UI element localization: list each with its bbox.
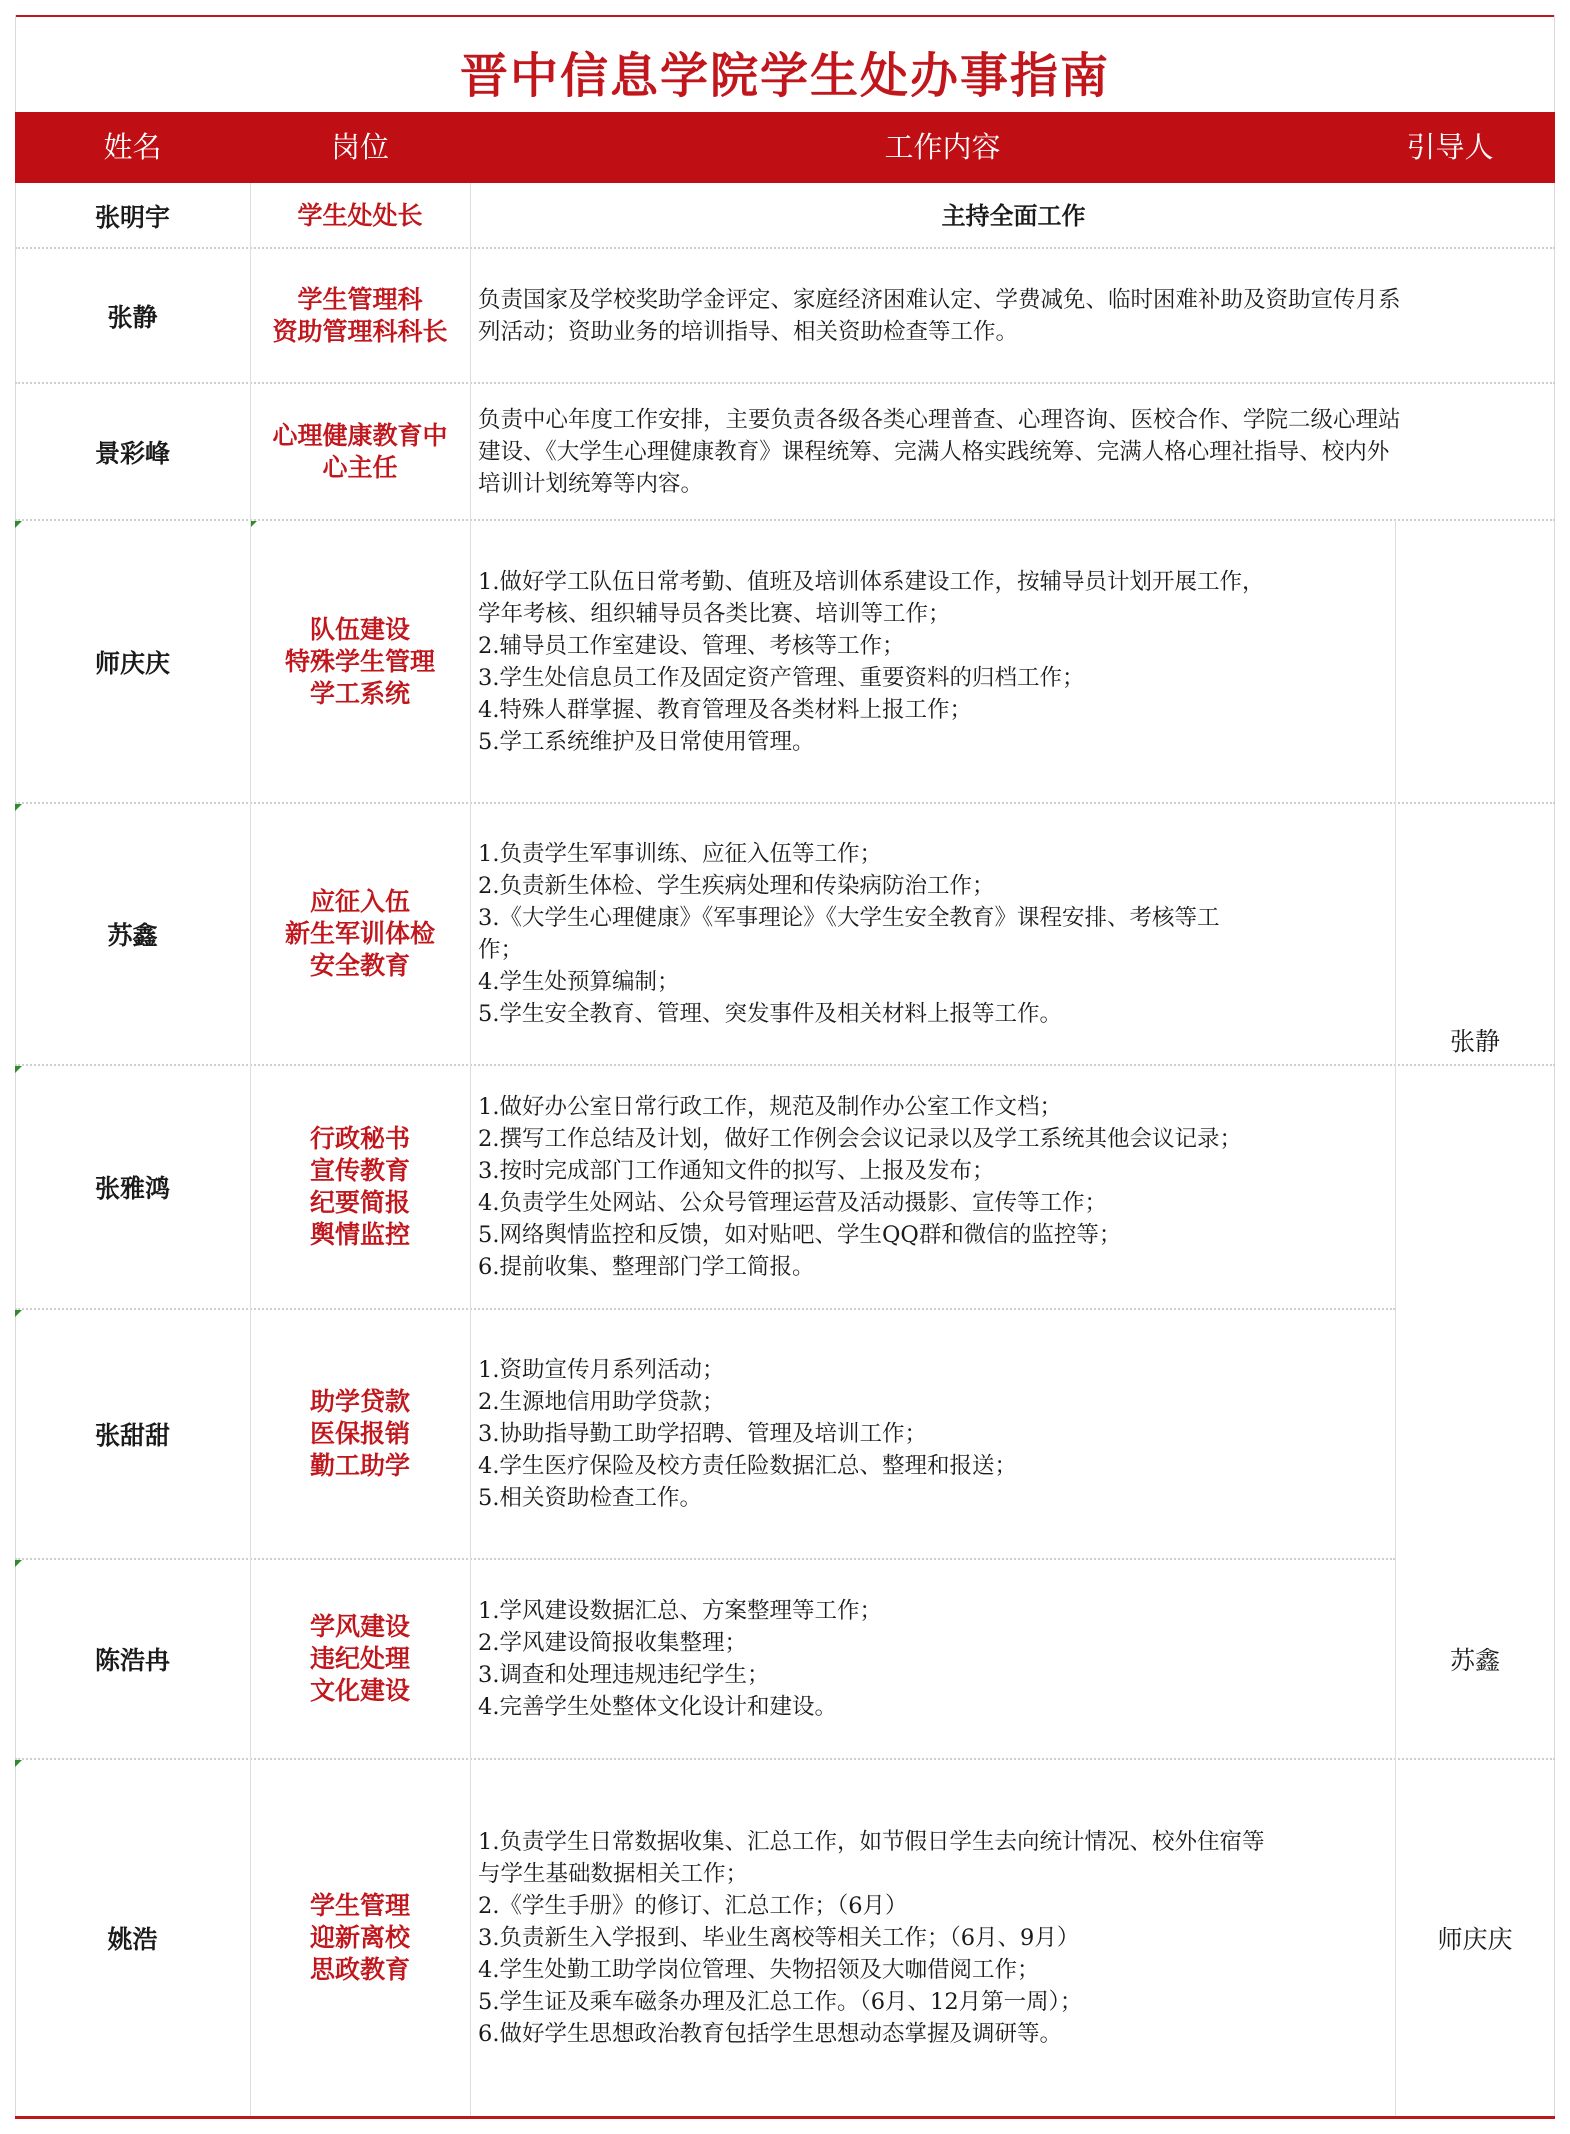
position-line: 舆情监控 [309, 1220, 410, 1249]
row-work [470, 1309, 1395, 1559]
position-line: 学风建设 [309, 1612, 410, 1641]
row-work [470, 183, 1555, 248]
work-line: 5.相关资助检查工作。 [478, 1485, 702, 1511]
work-lines [478, 1091, 1242, 1283]
work-line: 4.学生处预算编制； [478, 969, 680, 995]
row-work [470, 803, 1395, 1065]
work-lines [478, 838, 1219, 1030]
guide-cell: 张静 [1449, 1026, 1500, 1056]
row-position [250, 183, 470, 248]
row-name: 苏鑫 [107, 921, 158, 950]
header-name: 姓名 [103, 130, 162, 164]
cell-marker [15, 804, 22, 811]
row-position [250, 520, 470, 803]
work-lines [478, 566, 1264, 758]
work-line: 3.《大学生心理健康》《军事理论》《大学生安全教育》课程安排、考核等工 [478, 905, 1220, 931]
work-line: 5.学工系统维护及日常使用管理。 [478, 728, 815, 755]
cell-marker [250, 521, 257, 528]
work-line: 4.负责学生处网站、公众号管理运营及活动摄影、宣传等工作； [478, 1190, 1107, 1216]
work-line: 培训计划统筹等内容。 [478, 470, 704, 497]
work-lines [478, 404, 1401, 500]
work-line: 3.负责新生入学报到、毕业生离校等相关工作；（6月、9月） [478, 1924, 1080, 1951]
work-line: 3.调查和处理违规违纪学生； [478, 1662, 770, 1688]
work-line: 2.辅导员工作室建设、管理、考核等工作； [478, 632, 905, 659]
row-position [250, 1759, 470, 2116]
column-divider [1395, 520, 1396, 2116]
table-header [15, 112, 1555, 183]
position-line: 学生管理 [309, 1890, 410, 1920]
work-line: 与学生基础数据相关工作； [478, 1860, 749, 1887]
position-line: 学生处处长 [297, 200, 423, 230]
work-lines [942, 200, 1086, 232]
row-name: 师庆庆 [94, 648, 170, 678]
row-name: 姚浩 [107, 1924, 158, 1954]
row-position [250, 803, 470, 1065]
row-work [470, 520, 1395, 803]
work-line: 列活动；资助业务的培训指导、相关资助检查等工作。 [478, 318, 1019, 345]
column-divider [470, 183, 471, 2116]
work-line: 4.特殊人群掌握、教育管理及各类材料上报工作； [478, 696, 972, 723]
cell-marker [15, 521, 22, 528]
row-name: 景彩峰 [94, 438, 170, 468]
work-line: 4.完善学生处整体文化设计和建设。 [478, 1694, 837, 1720]
row-name: 张雅鸿 [94, 1174, 170, 1203]
row-position [250, 248, 470, 383]
position-line: 队伍建设 [309, 614, 410, 644]
work-line: 学年考核、组织辅导员各类比赛、培训等工作； [478, 600, 951, 627]
work-line: 1.做好办公室日常行政工作，规范及制作办公室工作文档； [478, 1094, 1062, 1120]
row-name: 张静 [107, 302, 158, 332]
position-line: 安全教育 [309, 951, 410, 980]
header-position: 岗位 [330, 130, 389, 164]
cell-marker [15, 1066, 22, 1073]
work-lines [478, 1354, 1017, 1514]
row-name: 张甜甜 [94, 1421, 170, 1450]
bottom-rule [15, 2116, 1555, 2119]
work-line: 主持全面工作 [941, 200, 1086, 230]
work-line: 2.生源地信用助学贷款； [478, 1389, 725, 1415]
work-line: 4.学生处勤工助学岗位管理、失物招领及大咖借阅工作； [478, 1956, 1040, 1983]
work-line: 3.协助指导勤工助学招聘、管理及培训工作； [478, 1421, 927, 1447]
work-line: 5.学生安全教育、管理、突发事件及相关材料上报等工作。 [478, 1001, 1062, 1027]
position-line: 勤工助学 [309, 1451, 410, 1480]
position-line: 资助管理科科长 [272, 316, 448, 346]
work-line: 4.学生医疗保险及校方责任险数据汇总、整理和报送； [478, 1453, 1017, 1479]
work-line: 6.提前收集、整理部门学工简报。 [478, 1254, 815, 1280]
page-title: 晋中信息学院学生处办事指南 [459, 48, 1110, 104]
work-line: 3.学生处信息员工作及固定资产管理、重要资料的归档工作； [478, 664, 1085, 691]
row-name: 陈浩冉 [94, 1646, 170, 1675]
cell-marker [15, 1560, 22, 1567]
row-work [470, 1559, 1395, 1759]
position-line: 行政秘书 [309, 1124, 410, 1153]
position-line: 学工系统 [309, 678, 410, 708]
work-line: 负责国家及学校奖助学金评定、家庭经济困难认定、学费减免、临时困难补助及资助宣传月系 [478, 286, 1401, 313]
work-line: 1.学风建设数据汇总、方案整理等工作； [478, 1598, 882, 1624]
position-line: 学生管理科 [297, 284, 423, 314]
row-position [250, 1065, 470, 1309]
position-line: 医保报销 [309, 1419, 410, 1448]
position-line: 宣传教育 [309, 1156, 410, 1185]
position-line: 心理健康教育中 [272, 420, 448, 450]
guide-sheet [15, 15, 1555, 2123]
work-line: 1.资助宣传月系列活动； [478, 1357, 725, 1383]
work-lines [478, 1826, 1264, 2050]
top-rule [15, 15, 1555, 17]
work-line: 1.负责学生军事训练、应征入伍等工作； [478, 841, 882, 867]
work-line: 建设、《大学生心理健康教育》课程统筹、完满人格实践统筹、完满人格心理社指导、校内外 [478, 438, 1390, 465]
position-line: 违纪处理 [309, 1644, 410, 1673]
header-work: 工作内容 [884, 130, 1001, 164]
row-position [250, 383, 470, 520]
work-line: 3.按时完成部门工作通知文件的拟写、上报及发布； [478, 1158, 995, 1184]
row-name: 张明宇 [94, 202, 170, 232]
work-line: 5.网络舆情监控和反馈，如对贴吧、学生QQ群和微信的监控等； [478, 1222, 1122, 1248]
position-line: 应征入伍 [309, 887, 410, 916]
work-line: 2.学风建设简报收集整理； [478, 1630, 747, 1656]
work-line: 2.负责新生体检、学生疾病处理和传染病防治工作； [478, 873, 995, 899]
work-lines [478, 1595, 882, 1723]
position-line: 心主任 [322, 452, 398, 482]
position-line: 迎新离校 [309, 1922, 410, 1952]
work-line: 2.《学生手册》的修订、汇总工作；（6月） [478, 1892, 908, 1919]
row-work [470, 1065, 1395, 1309]
work-line: 作； [478, 937, 524, 963]
cell-marker [15, 1760, 22, 1767]
position-line: 特殊学生管理 [284, 646, 435, 676]
row-work [470, 383, 1555, 520]
position-line: 文化建设 [309, 1676, 410, 1705]
work-line: 5.学生证及乘车磁条办理及汇总工作。（6月、12月第一周）； [478, 1988, 1083, 2015]
position-line: 纪要简报 [309, 1188, 410, 1217]
cell-marker [15, 1310, 22, 1317]
work-lines [478, 284, 1401, 348]
work-line: 2.撰写工作总结及计划，做好工作例会会议记录以及学工系统其他会议记录； [478, 1126, 1242, 1152]
row-position [250, 1559, 470, 1759]
position-line: 思政教育 [309, 1954, 410, 1984]
guide-cell: 师庆庆 [1437, 1924, 1513, 1954]
row-position [250, 1309, 470, 1559]
row-work [470, 1759, 1395, 2116]
position-line: 新生军训体检 [284, 919, 435, 948]
work-line: 1.做好学工队伍日常考勤、值班及培训体系建设工作，按辅导员计划开展工作， [478, 568, 1265, 595]
header-guide: 引导人 [1406, 130, 1494, 164]
column-divider [250, 183, 251, 2116]
guide-cell: 苏鑫 [1449, 1646, 1500, 1675]
row-work [470, 248, 1555, 383]
work-line: 负责中心年度工作安排，主要负责各级各类心理普查、心理咨询、医校合作、学院二级心理站 [478, 406, 1401, 433]
position-line: 助学贷款 [309, 1387, 410, 1416]
work-line: 1.负责学生日常数据收集、汇总工作，如节假日学生去向统计情况、校外住宿等 [478, 1828, 1265, 1855]
work-line: 6.做好学生思想政治教育包括学生思想动态掌握及调研等。 [478, 2020, 1062, 2047]
